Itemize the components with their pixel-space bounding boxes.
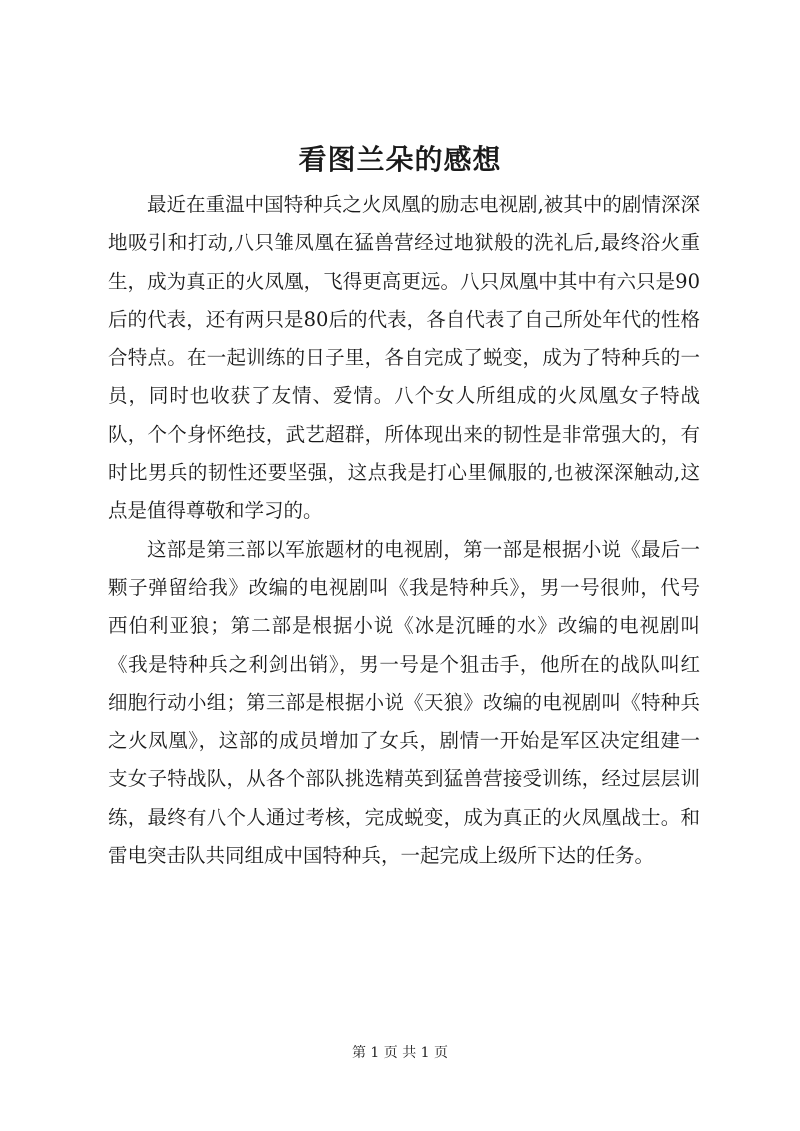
document-title: 看图兰朵的感想: [298, 143, 502, 176]
document-body: [108, 186, 700, 875]
paragraph-2: 这部是第三部以军旅题材的电视剧，第一部是根据小说《最后一颗子弹留给我》改编的电视剧叫《我是特种兵》，男一号很帅，代号西伯利亚狼；第二部是根据小说《冰是沉睡的水》改编的电视剧叫《我是特种兵之利剑出销》，男一号是个狙击手，他所在的战队叫红细胞行动小组；第三部是根据小说《天狼》改编的电视剧叫《特种兵之火凤凰》，这部的成员增加了女兵，剧情一开始是军区决定组建一支女子特战队，从各个部队挑选精英到猛兽营接受训练，经过层层训练，最终有八个人通过考核，完成蜕变，成为真正的火凤凰战士。和雷电突击队共同组成中国特种兵，一起完成上级所下达的任务。: [108, 537, 700, 868]
paragraph-1: 最近在重温中国特种兵之火凤凰的励志电视剧,被其中的剧情深深地吸引和打动,八只雏凤凰在猛兽营经过地狱般的洗礼后,最终浴火重生，成为真正的火凤凰，飞得更高更远。八只凤凰中其中有六只是90后的代表，还有两只是80后的代表，各自代表了自己所处年代的性格合特点。在一起训练的日子里，各自完成了蜕变，成为了特种兵的一员，同时也收获了友情、爱情。八个女人所组成的火凤凰女子特战队，个个身怀绝技，武艺超群，所体现出来的韧性是非常强大的，有时比男兵的韧性还要坚强，这点我是打心里佩服的,也被深深触动,这点是值得尊敬和学习的。: [108, 193, 700, 523]
page-number-footer: 第 1 页 共 1 页: [351, 1045, 449, 1061]
